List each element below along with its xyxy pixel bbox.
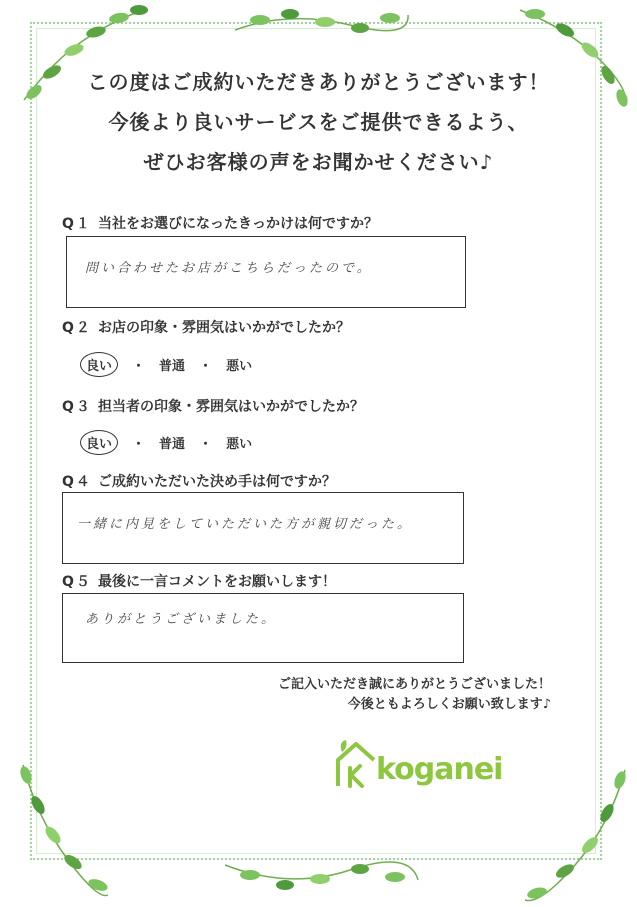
- heading-line-2: 今後より良いサービスをご提供できるよう、: [108, 110, 529, 134]
- answer-text: 一緒に内見をしていただいた方が親切だった。: [77, 517, 414, 532]
- question-number: Q３: [62, 399, 92, 415]
- question-text: 最後に一言コメントをお願いします！: [98, 574, 336, 590]
- option-average[interactable]: 普通: [159, 437, 186, 452]
- closing-line-2: 今後ともよろしくお願い致します♪: [347, 697, 551, 712]
- question-number: Q２: [62, 320, 92, 336]
- leaf-vine-bottom-left-icon: [8, 760, 118, 900]
- question-number: Q１: [62, 216, 92, 232]
- leaf-vine-bottom-right-icon: [515, 765, 637, 905]
- question-3: [62, 396, 364, 416]
- option-average[interactable]: 普通: [159, 359, 186, 374]
- answer-box-1[interactable]: [66, 236, 466, 308]
- option-bad[interactable]: 悪い: [226, 359, 253, 374]
- answer-box-5[interactable]: [62, 593, 464, 663]
- answer-text: ありがとうございました。: [85, 612, 278, 627]
- question-text: 当社をお選びになったきっかけは何ですか？: [98, 216, 378, 232]
- question-5: [62, 571, 336, 591]
- leaf-vine-bottom-icon: [220, 845, 420, 900]
- question-text: ご成約いただいた決め手は何ですか？: [98, 474, 336, 490]
- answer-box-4[interactable]: [62, 492, 464, 564]
- question-text: 担当者の印象・雰囲気はいかがでしたか？: [98, 399, 364, 415]
- option-bad[interactable]: 悪い: [226, 437, 253, 452]
- question-2: [62, 317, 350, 337]
- question-text: お店の印象・雰囲気はいかがでしたか？: [98, 320, 350, 336]
- answer-text: 問い合わせたお店がこちらだったので。: [85, 261, 373, 276]
- company-logo: [336, 738, 526, 790]
- closing-line-1: ご記入いただき誠にありがとうございました！: [277, 677, 551, 692]
- logo-text: koganei: [376, 752, 503, 787]
- options-q3: 良い ・ 普通 ・ 悪い: [80, 430, 252, 455]
- question-1: [62, 213, 378, 233]
- house-logo-icon: [336, 738, 376, 790]
- heading-line-3: ぜひお客様の声をお聞かせください♪: [143, 150, 494, 174]
- question-4: [62, 471, 336, 491]
- question-number: Q５: [62, 574, 92, 590]
- option-good-selected[interactable]: 良い: [80, 352, 118, 377]
- option-good-selected[interactable]: 良い: [80, 430, 118, 455]
- options-q2: 良い ・ 普通 ・ 悪い: [80, 352, 252, 377]
- heading-line-1: この度はご成約いただきありがとうございます！: [87, 70, 550, 94]
- leaf-vine-top-icon: [230, 0, 410, 45]
- question-number: Q４: [62, 474, 92, 490]
